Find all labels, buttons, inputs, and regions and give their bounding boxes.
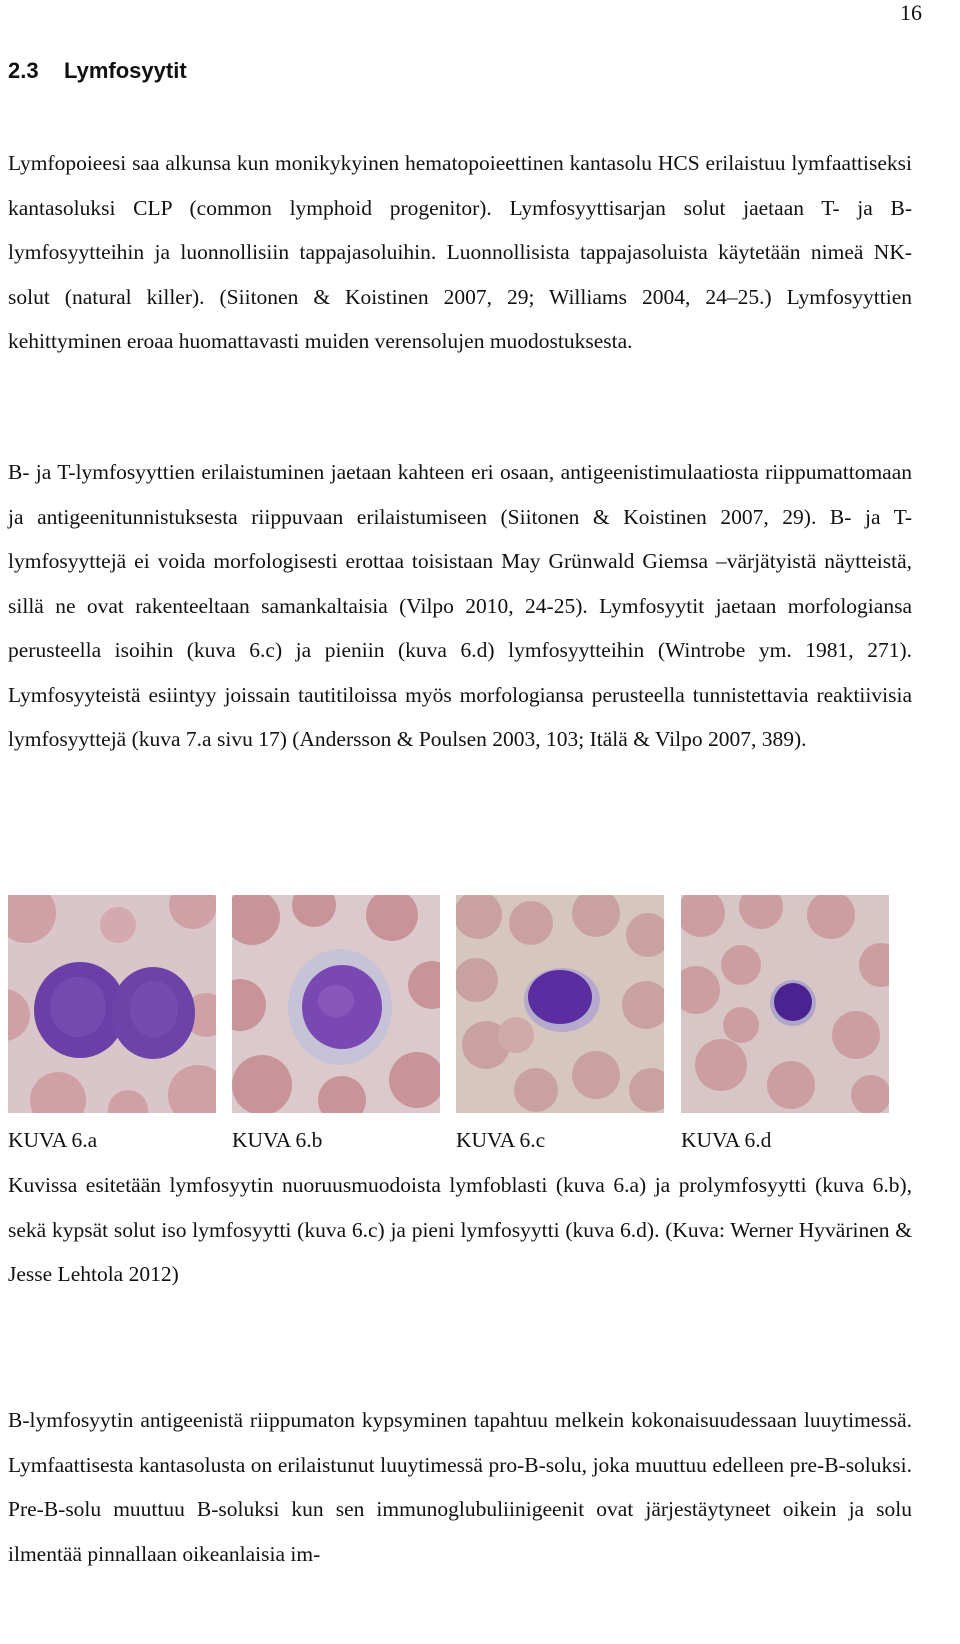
figure-row [8, 895, 920, 1115]
section-number: 2.3 [8, 58, 39, 83]
section-heading [8, 57, 187, 85]
paragraph-lymphopoiesis: Lymfopoieesi saa alkunsa kun monikykyinen hematopoieettinen kantasolu HCS erilaistuu lymfaattiseksi kantasoluksi CLP (common lymphoid progenitor). Lymfosyyttisarjan solut jaetaan T- ja B-lymfosyytteihin ja luonnollisiin tappajasoluihin. Luonnollisista tappajasoluista käytetään nimeä NK-solut (natural killer). (Siitonen & Koistinen 2007, 29; Williams 2004, 24–25.) Lymfosyyttien kehittyminen eroaa huomattavasti muiden verensolujen muodostuksesta. [8, 151, 912, 353]
paragraph-differentiation: B- ja T-lymfosyyttien erilaistuminen jaetaan kahteen eri osaan, antigeenistimulaatiosta riippumattomaan ja antigeenitunnistuksesta riippuvaan erilaistumiseen (Siitonen & Koistinen 2007, 29). B- ja T-lymfosyyttejä ei voida morfologisesti erottaa toisistaan May Grünwald Giemsa –värjätyistä näytteistä, sillä ne ovat rakenteeltaan samankaltaisia (Vilpo 2010, 24-25). Lymfosyytit jaetaan morfologiansa perusteella isoihin (kuva 6.c) ja pieniin (kuva 6.d) lymfosyytteihin (Wintrobe ym. 1981, 271). Lymfosyyteistä esiintyy joissain tautitiloissa myös morfologiansa perusteella tunnistettavia reaktiivisia lymfosyyttejä (kuva 7.a sivu 17) (Andersson & Poulsen 2003, 103; Itälä & Vilpo 2007, 389). [8, 460, 912, 751]
figure-label-6a: KUVA 6.a [8, 1128, 98, 1152]
section-title: Lymfosyytit [64, 58, 187, 83]
figure-label-6c: KUVA 6.c [456, 1128, 546, 1152]
figure-caption: Kuvissa esitetään lymfosyytin nuoruusmuodoista lymfoblasti (kuva 6.a) ja prolymfosyytti (kuva 6.b), sekä kypsät solut iso lymfosyytti (kuva 6.c) ja pieni lymfosyytti (kuva 6.d). (Kuva: Werner Hyvärinen & Jesse Lehtola 2012) [8, 1173, 912, 1286]
large-lymphocyte-micrograph [456, 895, 664, 1113]
lymphoblast-micrograph [8, 895, 216, 1113]
page-number: 16 [900, 0, 922, 25]
prolymphocyte-micrograph [232, 895, 440, 1113]
figure-label-6d: KUVA 6.d [681, 1128, 772, 1152]
small-lymphocyte-micrograph [681, 895, 889, 1113]
figure-label-6b: KUVA 6.b [232, 1128, 323, 1152]
paragraph-b-lymphocyte-maturation: B-lymfosyytin antigeenistä riippumaton kypsyminen tapahtuu melkein kokonaisuudessaan luuytimessä. Lymfaattisesta kantasolusta on erilaistunut luuytimessä pro-B-solu, joka muuttuu edelleen pre-B-soluksi. Pre-B-solu muuttuu B-soluksi kun sen immunoglubuliinigeenit ovat järjestäytyneet oikein ja solu ilmentää pinnallaan oikeanlaisia im- [8, 1408, 912, 1566]
